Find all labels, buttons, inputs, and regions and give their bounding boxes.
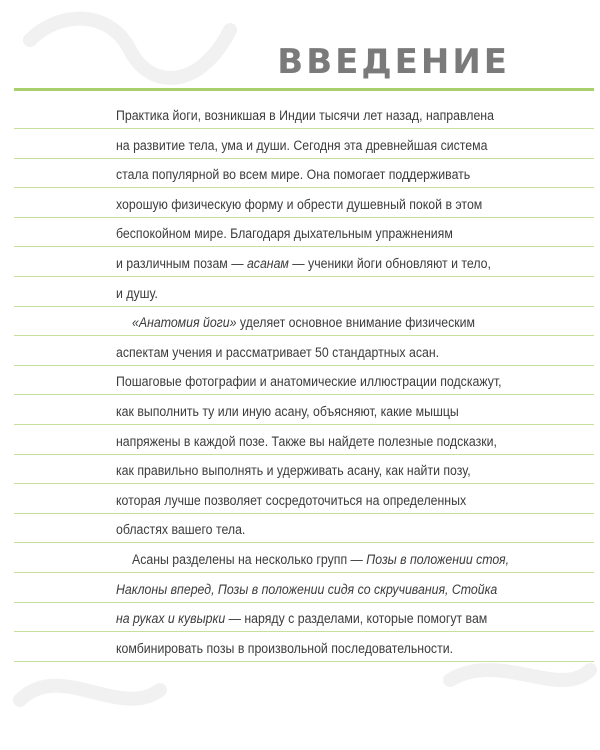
text-line-content [116,374,502,390]
text-segment: — наряду с разделами, которые помогут вам [225,611,488,627]
text-line [14,605,594,632]
text-line [14,368,594,395]
text-segment: беспокойном мире. Благодаря дыхательным упражнениям [116,226,453,242]
text-line [14,546,594,573]
text-line [14,428,594,455]
text-line-content [116,641,453,657]
text-line [14,250,594,277]
italic-phrase: на руках и кувырки [116,611,226,627]
text-line [14,161,594,188]
text-line-content [116,611,487,627]
italic-phrase: асанам [246,256,289,271]
text-line [14,309,594,336]
text-line [14,339,594,366]
italic-phrase: Позы в положении стоя, [366,552,509,567]
text-line-content [116,167,470,183]
text-line [14,516,594,543]
italic-phrase: Наклоны вперед, Позы в положении сидя со скручивания, Стойка [116,581,498,597]
text-line-content [116,493,466,509]
text-line-content [116,522,245,538]
text-line-content [116,108,494,124]
text-line [14,635,594,662]
text-segment: как правильно выполнять и удерживать асану, как найти позу, [116,463,471,479]
text-segment: и различным позам — [116,256,247,271]
text-segment: областях вашего тела. [116,522,246,538]
text-line-content [116,286,158,302]
text-line-content [116,138,487,154]
text-segment: — ученики йоги обновляют и тело, [288,256,491,271]
text-segment: как выполнить ту или иную асану, объясняют, какие мышцы [116,404,459,419]
text-line [14,398,594,425]
text-line-content [116,256,491,272]
text-line [14,132,594,159]
text-line-content [116,197,482,213]
text-segment: уделяет основное внимание физическим [236,315,476,331]
text-line-content [116,404,459,420]
text-segment: хорошую физическую форму и обрести душевный покой в этом [116,196,483,212]
text-segment: комбинировать позы в произвольной последовательности. [116,640,454,656]
ruled-line [14,664,594,691]
text-segment: аспектам учения и рассматривает 50 стандартных асан. [116,344,440,360]
text-segment: Асаны разделены на несколько групп — [132,552,367,567]
text-line [14,102,594,129]
text-segment: напряжены в каждой позе. Также вы найдете полезные подсказки, [116,433,497,449]
text-line [14,457,594,484]
text-line-content [116,226,453,242]
text-line-content [116,434,497,450]
text-line [14,191,594,218]
text-line-content [116,463,471,479]
text-segment: Практика йоги, возникшая в Индии тысячи лет назад, направлена [116,108,494,123]
text-segment: стала популярной во всем мире. Она помогает поддерживать [116,167,471,183]
text-segment: и душу. [116,285,158,301]
text-line [14,280,594,307]
page-title: ВВЕДЕНИЕ [277,42,510,82]
text-line-content [116,345,439,361]
text-segment: Пошаговые фотографии и анатомические иллюстрации подскажут, [116,374,502,390]
text-line-content [132,315,475,331]
text-line [14,576,594,603]
italic-phrase: «Анатомия йоги» [132,315,237,331]
text-line-content [132,552,509,568]
text-segment: на развитие тела, ума и души. Сегодня эта древнейшая система [116,137,488,153]
text-segment: которая лучше позволяет сосредоточиться на определенных [116,492,467,508]
text-line-content [116,582,497,598]
text-line [14,220,594,247]
text-line [14,487,594,514]
